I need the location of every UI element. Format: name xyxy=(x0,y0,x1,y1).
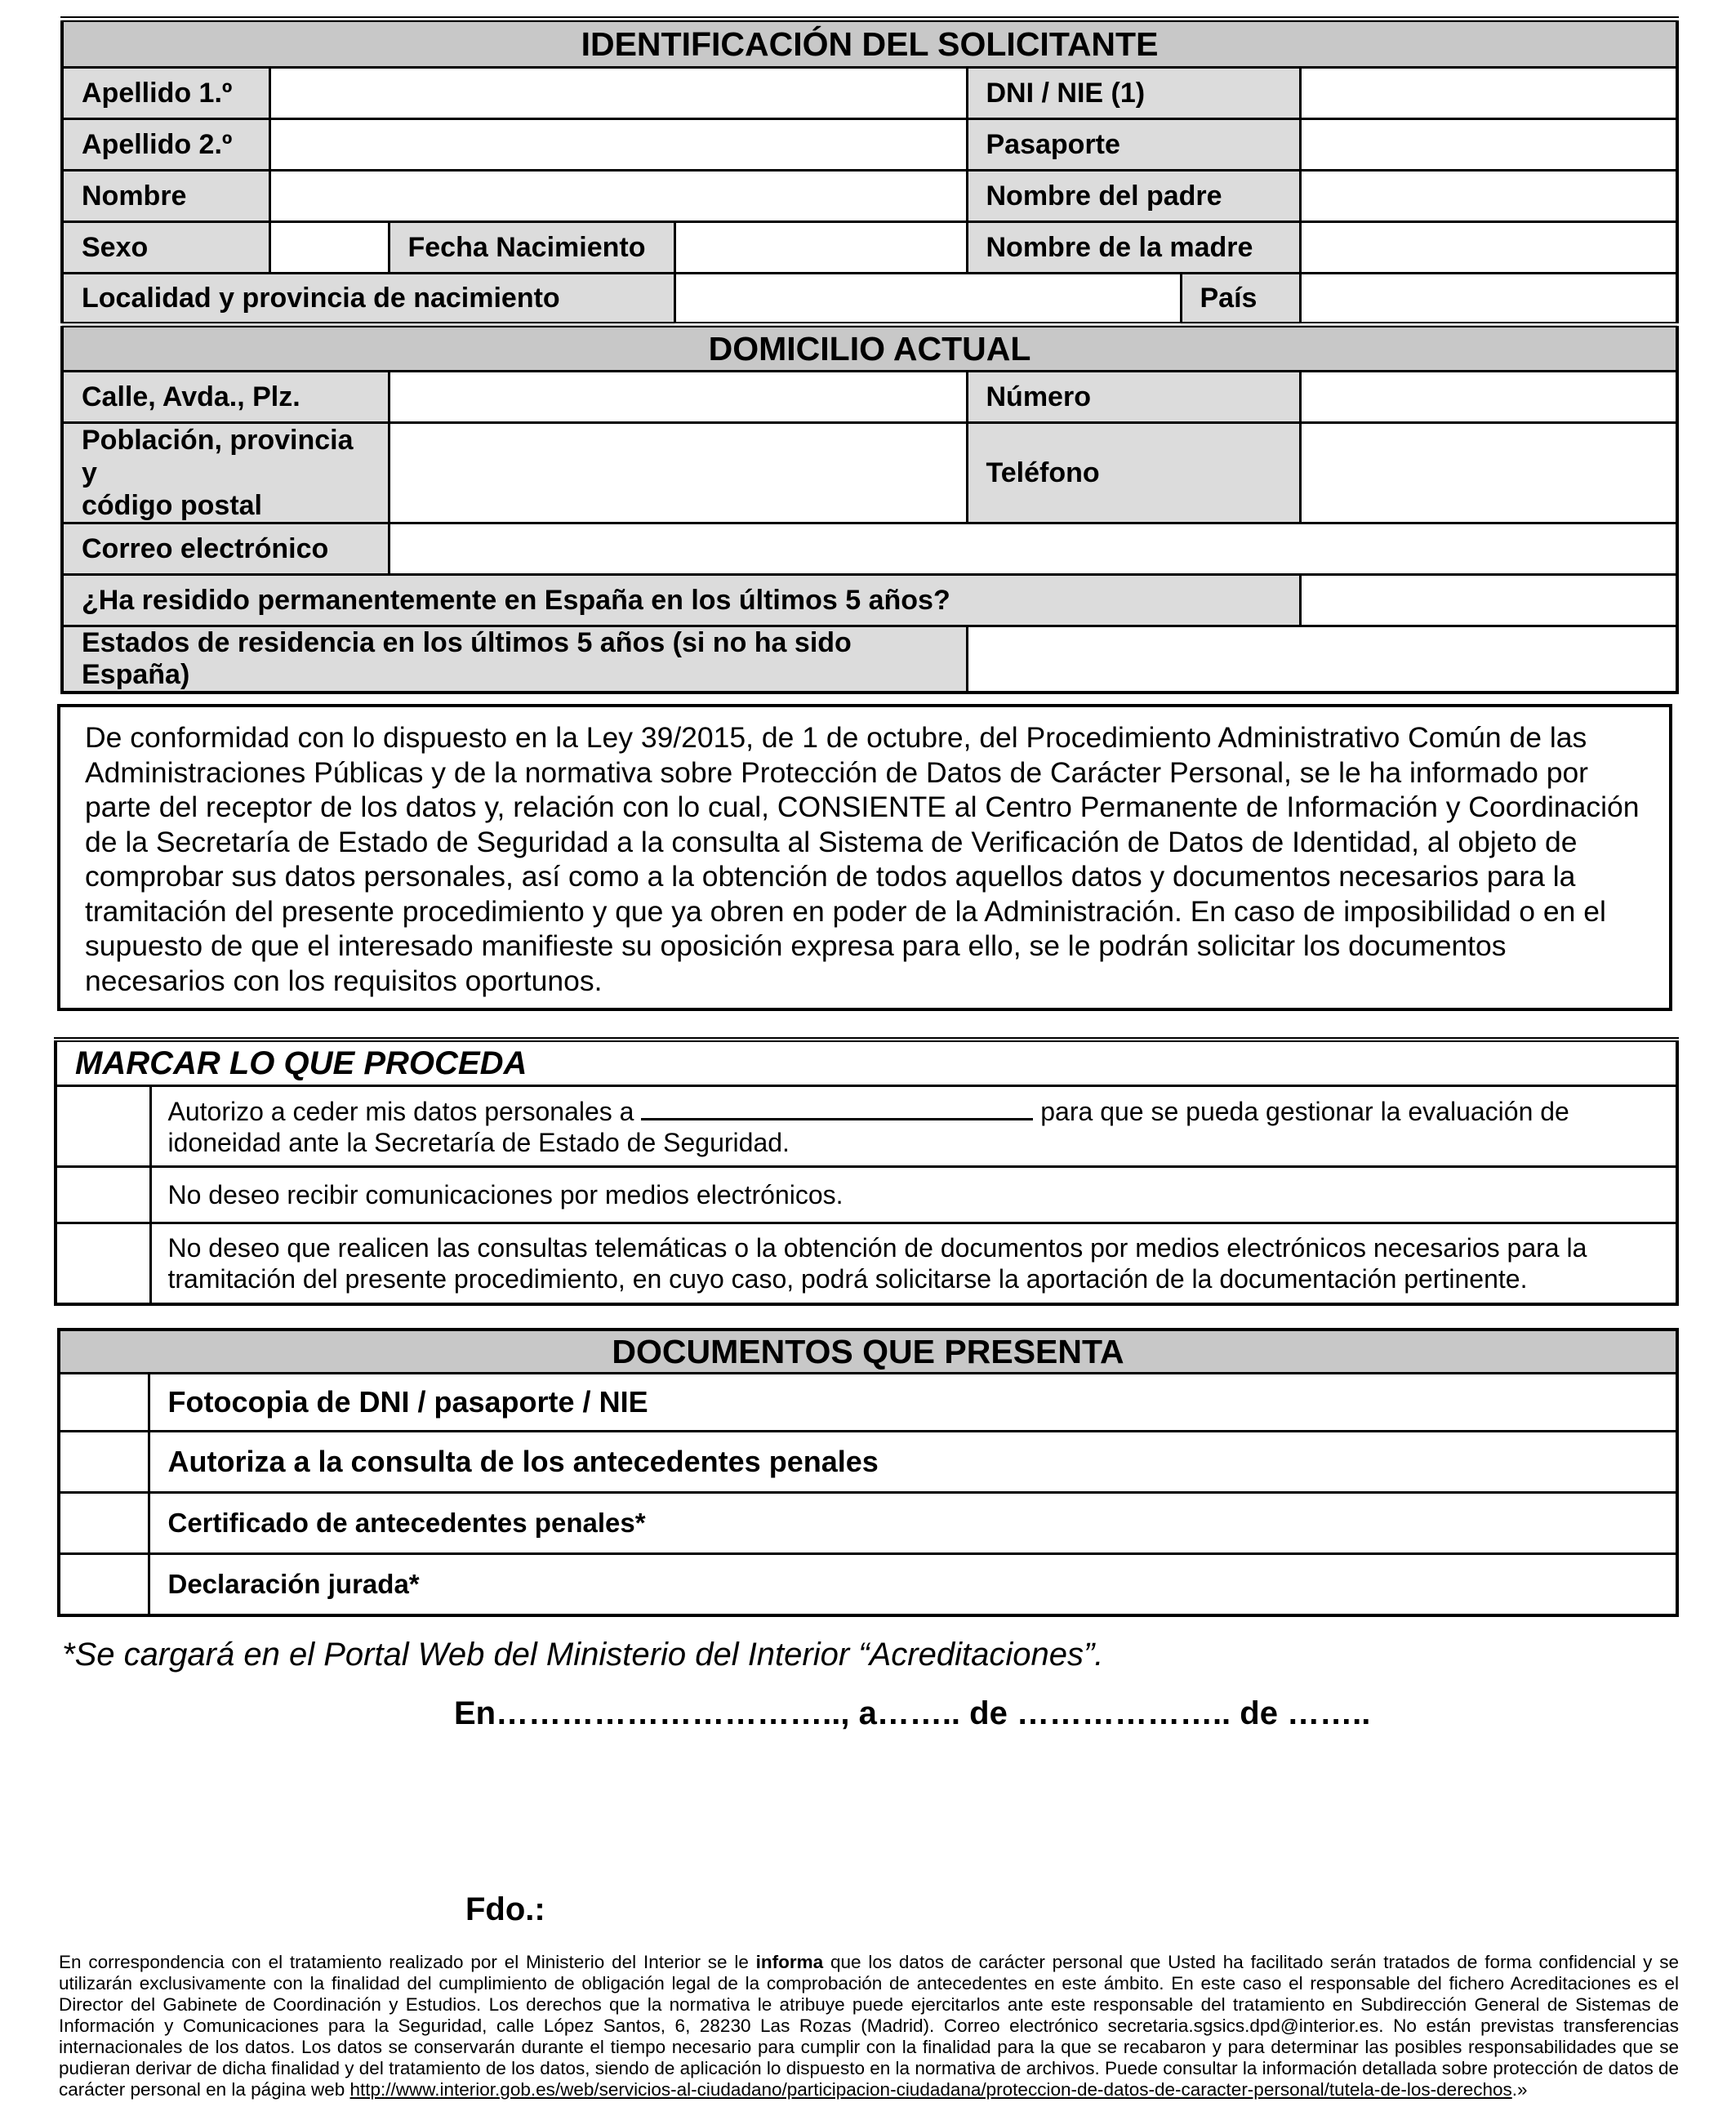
option-ceder-datos-text-b: para que se pueda gestionar la evaluación de idoneidad ante la Secretaría de Estado de Seguridad. xyxy=(167,1096,1569,1157)
section-title-documentos: DOCUMENTOS QUE PRESENTA xyxy=(59,1330,1677,1374)
checkbox-no-consultas[interactable] xyxy=(56,1223,150,1305)
label-pais: País xyxy=(1181,274,1300,325)
checkbox-doc-autoriza[interactable] xyxy=(59,1432,149,1493)
place-date-line[interactable]: En………………………….., a…….. de ……………….. de …….. xyxy=(454,1695,1371,1731)
label-pasaporte: Pasaporte xyxy=(967,119,1300,171)
option-no-consultas: No deseo que realicen las consultas telemáticas o la obtención de documentos por medios electrónicos necesarios para la tramitación del presente procedimiento, en cuyo caso, podrá solicitarse la aportación de la documentación pertinente. xyxy=(150,1223,1677,1305)
label-localidad: Localidad y provincia de nacimiento xyxy=(62,274,674,325)
checkbox-no-comunicaciones[interactable] xyxy=(56,1167,150,1223)
doc-certificado-label: Certificado de antecedentes penales* xyxy=(149,1493,1677,1554)
calle-field[interactable] xyxy=(389,372,967,423)
marcar-title: MARCAR LO QUE PROCEDA xyxy=(56,1040,1677,1086)
footer-text-c: que los datos de carácter personal que Usted ha facilitado serán tratados de forma confidencial y se utilizarán exclusivamente con la finalidad del cumplimiento de obligación legal de la comprobación de antecedentes en este ámbito. En este caso el responsable del fichero Acreditaciones es el Director del Gabinete de Coordinación y Estudios. Los derechos que la normativa le atribuye puede ejercitarlos ante este responsable del tratamiento en Subdirección General de Sistemas de Información y Comunicaciones para la Seguridad, calle López Santos, 6, 28230 Las Rozas (Madrid). Correo electrónico secretaria.sgsics.dpd@interior.es. No están previstas transferencias internacionales de los datos. Los datos se conservarán durante el tiempo necesario para cumplir con la finalidad para la que se recabaron y para determinar las posibles responsabilidades que se pudieran derivar de dicha finalidad y del tratamiento de los datos, siendo de aplicación lo dispuesto en la normativa de archivos. Puede consultar la información detallada sobre protección de datos de carácter personal en la página web xyxy=(59,1952,1679,2100)
documentos-table xyxy=(57,1328,1679,1617)
label-telefono: Teléfono xyxy=(967,423,1300,523)
label-apellido2: Apellido 2.º xyxy=(62,119,269,171)
fecha-nacimiento-field[interactable] xyxy=(674,222,967,274)
label-numero: Número xyxy=(967,372,1300,423)
blank-line-receptor[interactable] xyxy=(641,1095,1033,1120)
numero-field[interactable] xyxy=(1300,372,1677,423)
option-ceder-datos xyxy=(150,1086,1677,1167)
label-sexo: Sexo xyxy=(62,222,269,274)
footer-text-informa: informa xyxy=(755,1952,824,1972)
label-calle: Calle, Avda., Plz. xyxy=(62,372,389,423)
doc-autoriza-label: Autoriza a la consulta de los antecedentes penales xyxy=(149,1432,1677,1493)
signature-label: Fdo.: xyxy=(465,1891,545,1927)
nombre-padre-field[interactable] xyxy=(1300,171,1677,222)
label-fecha-nacimiento: Fecha Nacimiento xyxy=(389,222,674,274)
section-title-identificacion: IDENTIFICACIÓN DEL SOLICITANTE xyxy=(62,20,1677,68)
correo-field[interactable] xyxy=(389,523,1677,575)
label-poblacion xyxy=(62,423,389,523)
footer-text-end: .» xyxy=(1511,2079,1528,2100)
checkbox-doc-certificado[interactable] xyxy=(59,1493,149,1554)
nombre-field[interactable] xyxy=(269,171,967,222)
estados-field[interactable] xyxy=(967,626,1677,693)
localidad-field[interactable] xyxy=(674,274,1181,325)
acreditaciones-note: *Se cargará en el Portal Web del Ministerio del Interior “Acreditaciones”. xyxy=(62,1637,1104,1673)
pais-field[interactable] xyxy=(1300,274,1677,325)
footer-text-a: En correspondencia con el tratamiento realizado por el Ministerio del Interior se le xyxy=(59,1952,756,1972)
consent-text-box: De conformidad con lo dispuesto en la Ley 39/2015, de 1 de octubre, del Procedimiento Administrativo Común de las Administraciones Públicas y de la normativa sobre Protección de Datos de Carácter Personal, se le ha informado por parte del receptor de los datos y, relación con lo cual, CONSIENTE al Centro Permanente de Información y Coordinación de la Secretaría de Estado de Seguridad a la consulta al Sistema de Verificación de Datos de Identidad, al objeto de comprobar sus datos personales, así como a la obtención de todos aquellos datos y documentos necesarios para la tramitación del presente procedimiento y que ya obren en poder de la Administración. En caso de imposibilidad o en el supuesto de que el interesado manifieste su oposición expresa para ello, se le podrán solicitar los documentos necesarios con los requisitos oportunos. xyxy=(57,704,1672,1011)
option-ceder-datos-text-a: Autorizo a ceder mis datos personales a xyxy=(167,1096,634,1126)
label-nombre-padre: Nombre del padre xyxy=(967,171,1300,222)
nombre-madre-field[interactable] xyxy=(1300,222,1677,274)
label-poblacion-line2: código postal xyxy=(82,490,262,521)
marcar-table xyxy=(54,1037,1679,1306)
label-nombre-madre: Nombre de la madre xyxy=(967,222,1300,274)
label-nombre: Nombre xyxy=(62,171,269,222)
label-poblacion-line1: Población, provincia y xyxy=(82,425,354,488)
sexo-field[interactable] xyxy=(269,222,389,274)
data-protection-footer xyxy=(59,1952,1679,2100)
telefono-field[interactable] xyxy=(1300,423,1677,523)
apellido2-field[interactable] xyxy=(269,119,967,171)
doc-fotocopia-label: Fotocopia de DNI / pasaporte / NIE xyxy=(149,1374,1677,1432)
label-apellido1: Apellido 1.º xyxy=(62,68,269,119)
label-estados: Estados de residencia en los últimos 5 años (si no ha sido España) xyxy=(62,626,967,693)
footer-link-tutela-derechos[interactable]: http://www.interior.gob.es/web/servicios-al-ciudadano/participacion-ciudadana/proteccion-de-datos-de-caracter-personal/tutela-de-los-derechos xyxy=(349,2079,1512,2100)
residido-field[interactable] xyxy=(1300,575,1677,626)
checkbox-ceder-datos[interactable] xyxy=(56,1086,150,1167)
label-dni-nie: DNI / NIE (1) xyxy=(967,68,1300,119)
apellido1-field[interactable] xyxy=(269,68,967,119)
label-correo: Correo electrónico xyxy=(62,523,389,575)
checkbox-doc-fotocopia[interactable] xyxy=(59,1374,149,1432)
identificacion-table xyxy=(60,16,1679,694)
option-no-comunicaciones: No deseo recibir comunicaciones por medios electrónicos. xyxy=(150,1167,1677,1223)
poblacion-field[interactable] xyxy=(389,423,967,523)
section-title-domicilio: DOMICILIO ACTUAL xyxy=(62,325,1677,372)
dni-nie-field[interactable] xyxy=(1300,68,1677,119)
doc-declaracion-label: Declaración jurada* xyxy=(149,1554,1677,1616)
label-residido: ¿Ha residido permanentemente en España en los últimos 5 años? xyxy=(62,575,1300,626)
pasaporte-field[interactable] xyxy=(1300,119,1677,171)
checkbox-doc-declaracion[interactable] xyxy=(59,1554,149,1616)
